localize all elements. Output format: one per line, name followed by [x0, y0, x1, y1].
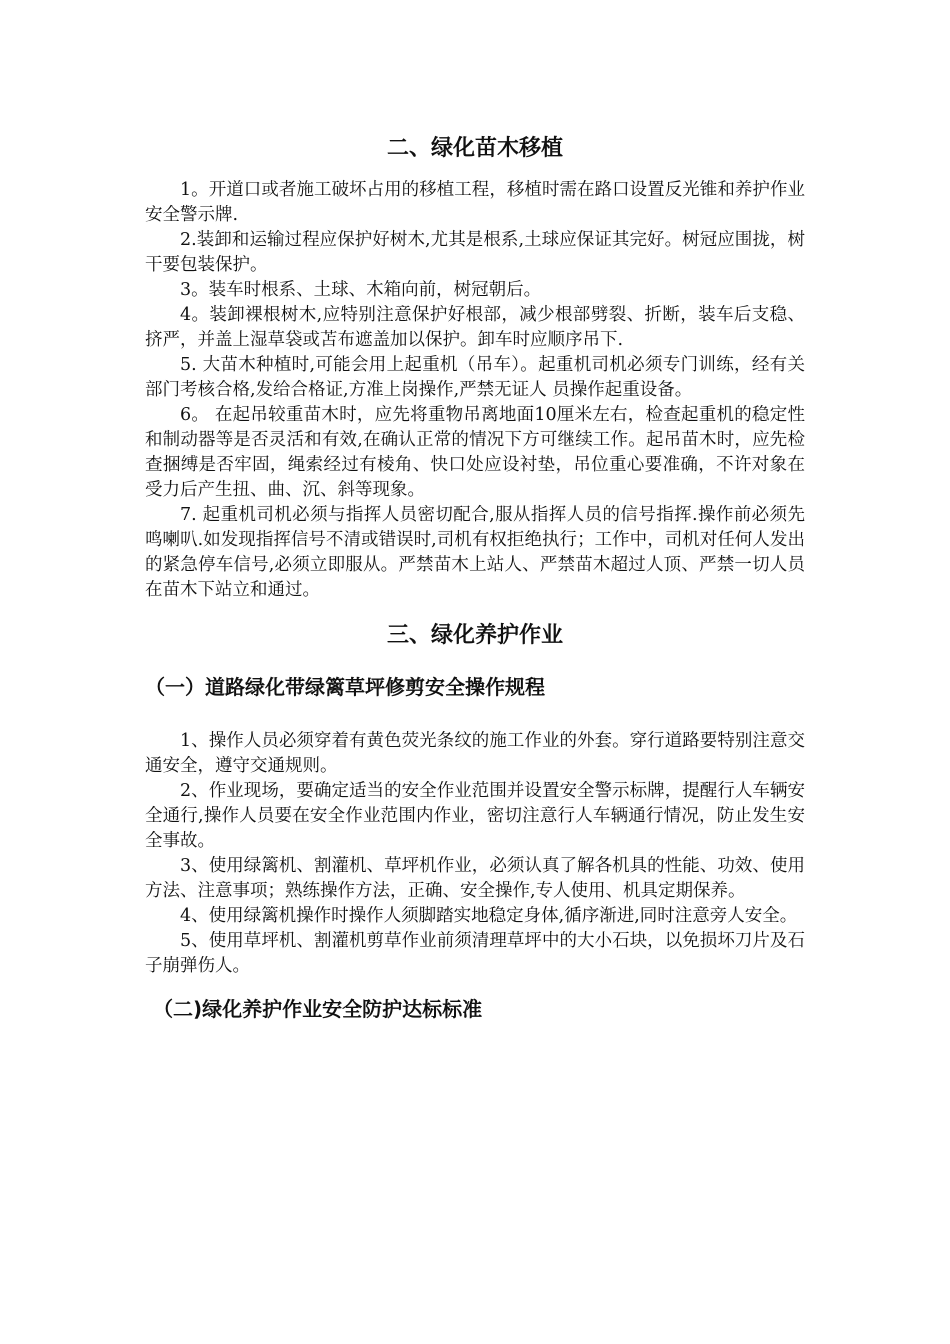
- section-title-greening-transplant: 二、绿化苗木移植: [386, 136, 563, 161]
- transplant-rule-6: 6。 在起吊较重苗木时，应先将重物吊离地面10厘米左右，检查起重机的稳定性和制动器等是否灵活和有效,在确认正常的情况下方可继续工作。起吊苗木时，应先检查捆缚是否牢固，绳索经过有棱角、快口处应设衬垫，吊位重心要准确，不许对象在受力后产生扭、曲、沉、斜等现象。: [145, 405, 805, 500]
- transplant-rule-1: 1。开道口或者施工破坏占用的移植工程，移植时需在路口设置反光锥和养护作业安全警示牌.: [145, 180, 805, 225]
- subsection-title-safety-protection-standard: （二)绿化养护作业安全防护达标标准: [153, 997, 483, 1021]
- transplant-rule-5: 5. 大苗木种植时,可能会用上起重机（吊车）。起重机司机必须专门训练，经有关部门考核合格,发给合格证,方准上岗操作,严禁无证人 员操作起重设备。: [145, 355, 805, 400]
- trimming-rule-2: 2、作业现场，要确定适当的安全作业范围并设置安全警示标牌，提醒行人车辆安全通行,操作人员要在安全作业范围内作业，密切注意行人车辆通行情况，防止发生安全事故。: [145, 781, 805, 851]
- transplant-rule-4: 4。装卸裸根树木,应特别注意保护好根部，减少根部劈裂、折断，装车后支稳、挤严，并盖上湿草袋或苫布遮盖加以保护。卸车时应顺序吊下.: [145, 305, 805, 350]
- document-page: [145, 128, 805, 1023]
- trimming-rule-3: 3、使用绿篱机、割灌机、草坪机作业，必须认真了解各机具的性能、功效、使用方法、注意事项；熟练操作方法，正确、安全操作,专人使用、机具定期保养。: [145, 856, 805, 901]
- transplant-rule-7: 7. 起重机司机必须与指挥人员密切配合,服从指挥人员的信号指挥.操作前必须先鸣喇叭.如发现指挥信号不清或错误时,司机有权拒绝执行；工作中，司机对任何人发出的紧急停车信号,必须立即服从。严禁苗木上站人、严禁苗木超过人顶、严禁一切人员在苗木下站立和通过。: [145, 505, 805, 600]
- trimming-rule-1: 1、操作人员必须穿着有黄色荧光条纹的施工作业的外套。穿行道路要特别注意交通安全，遵守交通规则。: [145, 731, 805, 776]
- transplant-rule-2: 2.装卸和运输过程应保护好树木,尤其是根系,土球应保证其完好。树冠应围拢，树干要包装保护。: [145, 230, 805, 275]
- trimming-rules: [145, 729, 805, 979]
- subsection-title-hedge-lawn-trimming: （一）道路绿化带绿篱草坪修剪安全操作规程: [145, 675, 545, 699]
- transplant-rule-3: 3。装车时根系、土球、木箱向前，树冠朝后。: [180, 280, 542, 300]
- transplant-rules: [145, 178, 805, 603]
- section-title-greening-maintenance: 三、绿化养护作业: [386, 623, 563, 648]
- trimming-rule-4: 4、使用绿篱机操作时操作人须脚踏实地稳定身体,循序渐进,同时注意旁人安全。: [180, 906, 798, 926]
- trimming-rule-5: 5、使用草坪机、割灌机剪草作业前须清理草坪中的大小石块，以免损坏刀片及石子崩弹伤人。: [145, 931, 805, 976]
